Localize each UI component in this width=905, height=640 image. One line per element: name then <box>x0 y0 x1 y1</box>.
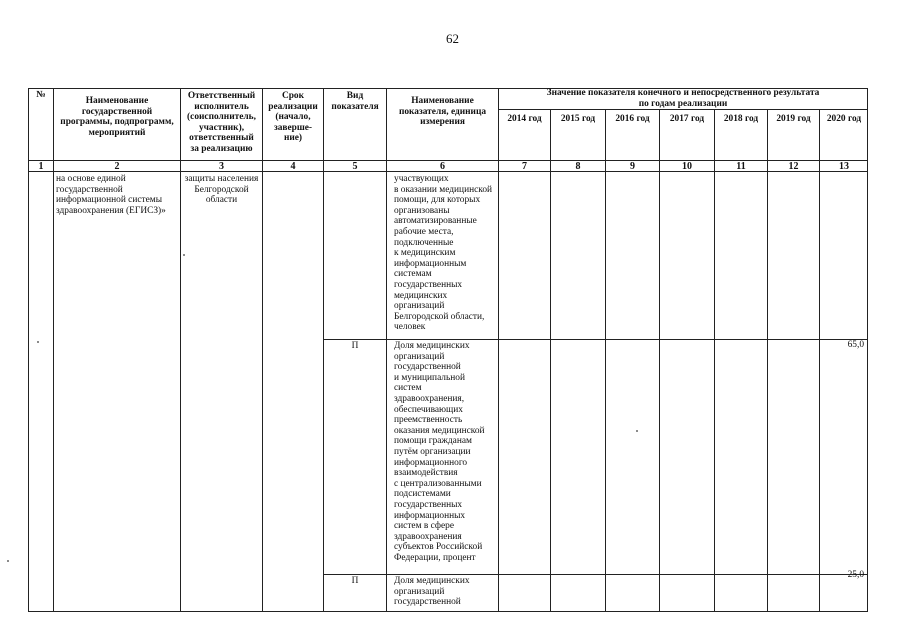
column-number: 3 <box>219 161 224 172</box>
header-year: 2014 год <box>507 114 542 124</box>
indicator-kind-cell: П <box>351 576 359 586</box>
header-col-indicator-name: Наименование показателя, единица измерения <box>398 96 487 128</box>
program-name-cell: на основе единой государственной информационной системы здравоохранения (ЕГИСЗ)» <box>56 174 166 216</box>
column-number: 4 <box>290 161 296 172</box>
column-number: 5 <box>352 161 358 172</box>
indicator-name-cell: участвующих в оказании медицинской помощи, для которых организованы автоматизированные рабочие места, подключенные к медицинским информационным системам государственных медицинских организаций Белгородской области, человек <box>394 174 493 333</box>
page-number: 62 <box>446 31 459 46</box>
header-values-group-title: Значение показателя конечного и непосредственного результата по годам реализации <box>546 88 820 109</box>
header-col-program-name: Наименование государственной программы, подпрограмм, мероприятий <box>60 96 174 138</box>
value-2020-cell: 65,0 <box>847 340 864 350</box>
scan-speck <box>7 560 9 562</box>
column-number: 6 <box>440 161 445 172</box>
value-2020-cell: 25,0 <box>847 570 864 580</box>
column-number: 12 <box>788 161 799 172</box>
indicator-table <box>28 88 868 612</box>
header-col-indicator-kind: Вид показателя <box>331 91 379 112</box>
indicator-name-cell: Доля медицинских организаций государственной и муниципальной систем здравоохранения, обеспечивающих преемственность оказания медицинской помощи гражданам путём организации информационного взаимодействия с централизованными подсистемами государственных информационных систем в сфере здравоохранения субъектов Российской Федерации, процент <box>394 341 485 563</box>
column-number: 10 <box>682 161 692 172</box>
header-year: 2016 год <box>615 114 650 124</box>
header-year: 2018 год <box>723 114 759 124</box>
indicator-kind-cell: П <box>351 341 359 351</box>
scan-speck <box>37 341 39 343</box>
column-number: 2 <box>114 161 120 172</box>
scan-speck <box>183 254 185 256</box>
header-col-executor: Ответственный исполнитель (соисполнитель, участник), ответственный за реализацию <box>187 91 256 154</box>
header-year: 2019 год <box>776 114 811 124</box>
column-number: 7 <box>522 161 527 172</box>
header-year: 2015 год <box>560 114 596 124</box>
column-number: 13 <box>839 161 849 172</box>
scan-speck <box>636 430 638 432</box>
header-col-number: № <box>36 90 46 100</box>
header-year: 2017 год <box>669 114 705 124</box>
column-number: 1 <box>38 161 44 172</box>
header-year: 2020 год <box>826 114 862 124</box>
column-number: 8 <box>575 161 581 172</box>
indicator-name-cell: Доля медицинских организаций государственной <box>394 576 470 608</box>
executor-cell: защиты населения Белгородской области <box>184 174 259 206</box>
column-number: 11 <box>736 161 746 172</box>
column-number: 9 <box>630 161 635 172</box>
header-col-term: Срок реализации (начало, заверше- ние) <box>268 91 318 144</box>
